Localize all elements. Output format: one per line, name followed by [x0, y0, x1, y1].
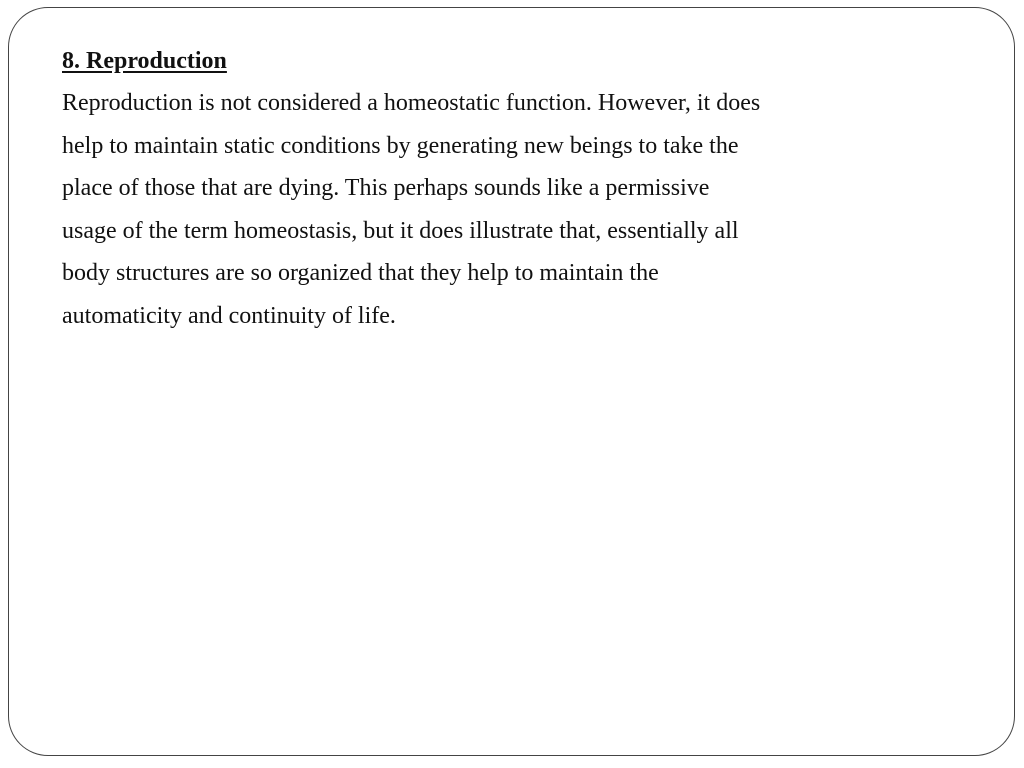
section-heading: 8. Reproduction: [62, 48, 227, 74]
paragraph-line: usage of the term homeostasis, but it does illustrate that, essentially all: [62, 217, 739, 244]
paragraph-line: Reproduction is not considered a homeostatic function. However, it does: [62, 90, 761, 116]
paragraph-line: automaticity and continuity of life.: [62, 302, 396, 329]
paragraph-line: place of those that are dying. This perhaps sounds like a permissive: [62, 175, 710, 201]
paragraph-line: help to maintain static conditions by generating new beings to take the: [62, 132, 739, 159]
body-paragraph: [62, 82, 942, 337]
slide-content: [62, 42, 942, 337]
paragraph-line: body structures are so organized that they help to maintain the: [62, 260, 659, 286]
